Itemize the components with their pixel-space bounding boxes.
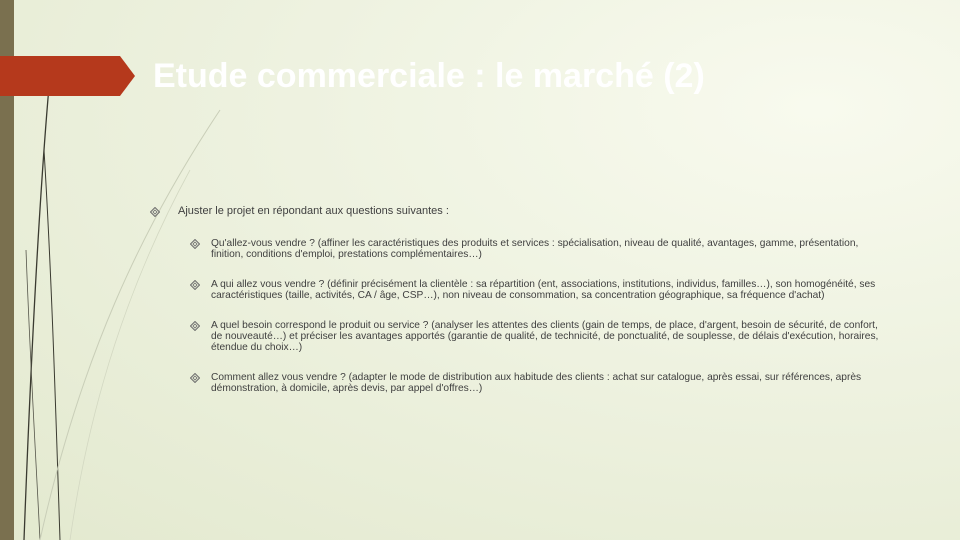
diamond-bullet-icon — [190, 373, 200, 383]
list-item-text: Ajuster le projet en répondant aux questions suivantes : — [178, 205, 449, 217]
sub-list-item-text: Qu'allez-vous vendre ? (affiner les caractéristiques des produits et services : spécialisation, niveau de qualité, avantages, gamme, présentation, finition, conditions d'emploi, prestations complémentaires…) — [211, 238, 859, 260]
sub-list-item-text: A qui allez vous vendre ? (définir précisément la clientèle : sa répartition (ent, associations, institutions, individus, familles…), son homogénéité, ses caractéristiques (taille, activités, CA / âge, CSP…), non niveau de consommation, sa concentration géographique, sa fréquence d'achat) — [211, 279, 876, 301]
diamond-bullet-icon — [150, 207, 160, 217]
title-accent-tab — [0, 56, 135, 96]
sub-list-item-text: Comment allez vous vendre ? (adapter le mode de distribution aux habitude des clients : achat sur catalogue, après essai, sur références, après démonstration, à domicile, après devis, par appel d'offres…) — [211, 372, 862, 394]
diamond-bullet-icon — [190, 321, 200, 331]
list-item — [150, 205, 890, 218]
sub-list-item — [190, 320, 890, 353]
bullet-list — [150, 205, 890, 413]
sub-list-item-text: A quel besoin correspond le produit ou service ? (analyser les attentes des clients (gain de temps, de place, d'argent, besoin de sécurité, de confort, de nouveauté…) et préciser les avantages apportés (garantie de qualité, de technicité, de ponctualité, de souplesse, de délais d'exécution, horaires, étendue du choix…) — [211, 320, 879, 353]
slide-title: Etude commerciale : le marché (2) — [153, 57, 705, 95]
diamond-bullet-icon — [190, 280, 200, 290]
sub-list-item — [190, 279, 890, 301]
diamond-bullet-icon — [190, 239, 200, 249]
sub-list-item — [190, 372, 890, 394]
sub-list-item — [190, 238, 890, 260]
